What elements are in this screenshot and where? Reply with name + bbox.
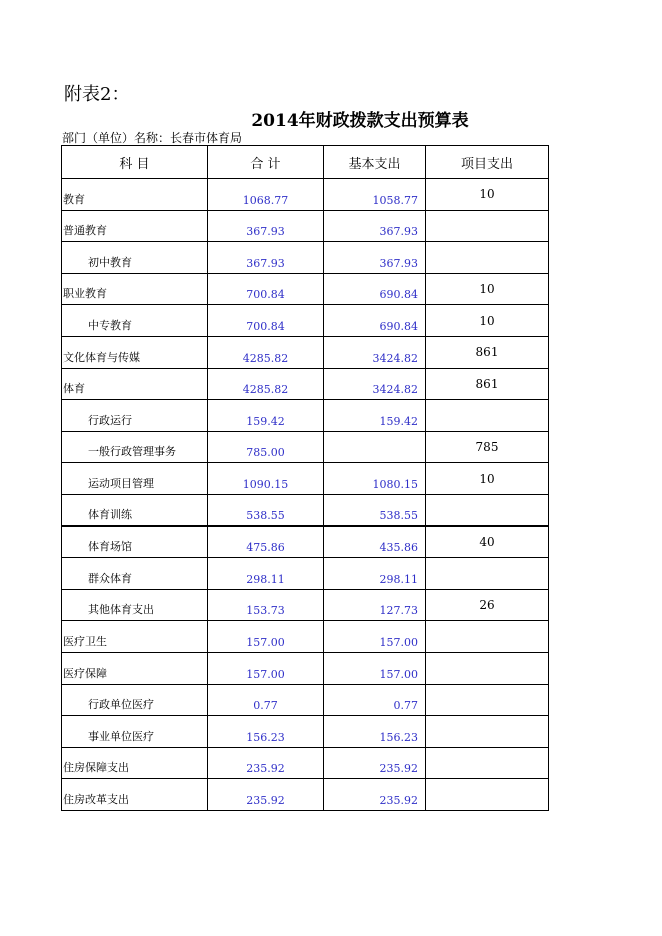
row-basic: 156.23 xyxy=(324,716,426,748)
row-basic: 690.84 xyxy=(324,273,426,305)
row-total: 235.92 xyxy=(208,779,324,811)
row-subject: 中专教育 xyxy=(62,305,208,337)
row-project: 861 xyxy=(426,336,549,368)
table-row xyxy=(62,684,549,716)
header-subject: 科 目 xyxy=(62,146,208,179)
table-row xyxy=(62,526,549,558)
row-subject: 住房保障支出 xyxy=(62,747,208,779)
row-basic: 538.55 xyxy=(324,494,426,526)
table-row xyxy=(62,336,549,368)
row-project xyxy=(426,400,549,432)
row-project xyxy=(426,210,549,242)
row-total: 156.23 xyxy=(208,716,324,748)
row-subject: 住房改革支出 xyxy=(62,779,208,811)
row-total: 475.86 xyxy=(208,526,324,558)
table-row xyxy=(62,400,549,432)
row-total: 1090.15 xyxy=(208,463,324,495)
header-project: 项目支出 xyxy=(426,146,549,179)
row-subject: 其他体育支出 xyxy=(62,589,208,621)
row-total: 4285.82 xyxy=(208,336,324,368)
row-basic: 127.73 xyxy=(324,589,426,621)
table-row xyxy=(62,210,549,242)
department-line: 部门（单位）名称：长春市体育局 xyxy=(62,131,243,145)
row-project: 10 xyxy=(426,305,549,337)
row-subject: 职业教育 xyxy=(62,273,208,305)
table-row xyxy=(62,589,549,621)
table-row xyxy=(62,273,549,305)
row-project: 10 xyxy=(426,273,549,305)
row-project: 40 xyxy=(426,526,549,558)
row-basic: 367.93 xyxy=(324,210,426,242)
row-project xyxy=(426,558,549,590)
header-basic: 基本支出 xyxy=(324,146,426,179)
row-subject: 体育 xyxy=(62,368,208,400)
table-row xyxy=(62,652,549,684)
table-row xyxy=(62,368,549,400)
row-total: 235.92 xyxy=(208,747,324,779)
row-project xyxy=(426,621,549,653)
row-project xyxy=(426,684,549,716)
row-project: 861 xyxy=(426,368,549,400)
row-total: 157.00 xyxy=(208,621,324,653)
row-total: 785.00 xyxy=(208,431,324,463)
row-project: 785 xyxy=(426,431,549,463)
row-project xyxy=(426,652,549,684)
row-basic: 235.92 xyxy=(324,779,426,811)
row-basic: 690.84 xyxy=(324,305,426,337)
row-subject: 群众体育 xyxy=(62,558,208,590)
row-subject: 体育训练 xyxy=(62,494,208,526)
attachment-label: 附表2： xyxy=(64,84,130,105)
row-project xyxy=(426,242,549,274)
table-row xyxy=(62,431,549,463)
row-subject: 教育 xyxy=(62,179,208,211)
table-row xyxy=(62,494,549,526)
row-total: 159.42 xyxy=(208,400,324,432)
row-basic: 1058.77 xyxy=(324,179,426,211)
row-total: 0.77 xyxy=(208,684,324,716)
row-subject: 运动项目管理 xyxy=(62,463,208,495)
table-row xyxy=(62,305,549,337)
row-subject: 医疗保障 xyxy=(62,652,208,684)
row-basic: 159.42 xyxy=(324,400,426,432)
row-subject: 一般行政管理事务 xyxy=(62,431,208,463)
row-total: 367.93 xyxy=(208,210,324,242)
row-total: 153.73 xyxy=(208,589,324,621)
row-total: 700.84 xyxy=(208,305,324,337)
row-basic: 0.77 xyxy=(324,684,426,716)
row-total: 700.84 xyxy=(208,273,324,305)
page-title: 2014年财政拨款支出预算表 xyxy=(251,111,469,131)
row-project xyxy=(426,747,549,779)
row-subject: 文化体育与传媒 xyxy=(62,336,208,368)
row-basic: 367.93 xyxy=(324,242,426,274)
row-total: 1068.77 xyxy=(208,179,324,211)
row-project xyxy=(426,716,549,748)
table-row xyxy=(62,747,549,779)
row-project xyxy=(426,779,549,811)
header-total: 合 计 xyxy=(208,146,324,179)
row-basic: 435.86 xyxy=(324,526,426,558)
row-subject: 行政单位医疗 xyxy=(62,684,208,716)
row-basic: 3424.82 xyxy=(324,368,426,400)
row-project: 26 xyxy=(426,589,549,621)
table-row xyxy=(62,242,549,274)
row-basic: 1080.15 xyxy=(324,463,426,495)
table-row xyxy=(62,463,549,495)
row-total: 157.00 xyxy=(208,652,324,684)
row-subject: 普通教育 xyxy=(62,210,208,242)
table-header-row xyxy=(62,146,549,179)
row-basic: 3424.82 xyxy=(324,336,426,368)
row-total: 298.11 xyxy=(208,558,324,590)
row-subject: 行政运行 xyxy=(62,400,208,432)
row-project xyxy=(426,494,549,526)
row-basic: 157.00 xyxy=(324,621,426,653)
row-basic: 235.92 xyxy=(324,747,426,779)
row-basic xyxy=(324,431,426,463)
row-total: 538.55 xyxy=(208,494,324,526)
row-project: 10 xyxy=(426,179,549,211)
table-row xyxy=(62,779,549,811)
row-basic: 298.11 xyxy=(324,558,426,590)
table-row xyxy=(62,716,549,748)
table-row xyxy=(62,179,549,211)
row-subject: 初中教育 xyxy=(62,242,208,274)
row-subject: 事业单位医疗 xyxy=(62,716,208,748)
row-subject: 体育场馆 xyxy=(62,526,208,558)
table-row xyxy=(62,558,549,590)
row-subject: 医疗卫生 xyxy=(62,621,208,653)
budget-table xyxy=(61,145,549,811)
table-row xyxy=(62,621,549,653)
row-project: 10 xyxy=(426,463,549,495)
row-total: 367.93 xyxy=(208,242,324,274)
row-basic: 157.00 xyxy=(324,652,426,684)
row-total: 4285.82 xyxy=(208,368,324,400)
